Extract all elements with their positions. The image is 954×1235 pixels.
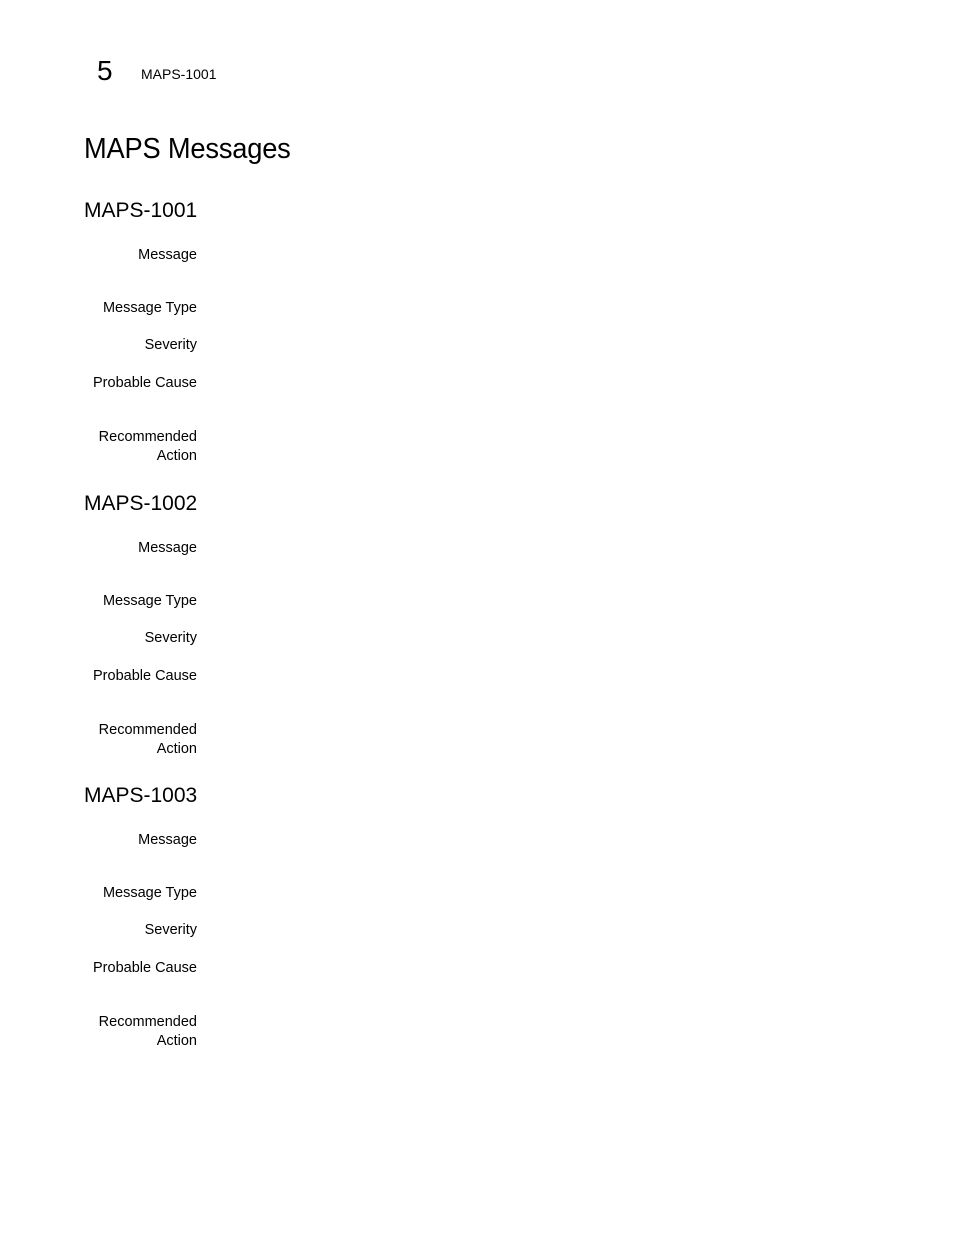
message-section-maps-1002 <box>84 491 784 771</box>
field-label-message: Message <box>138 540 197 556</box>
message-heading: MAPS-1003 <box>84 784 198 807</box>
message-section-maps-1001 <box>84 198 784 478</box>
field-label-message: Message <box>138 247 197 263</box>
field-label-action: Action <box>156 448 197 464</box>
message-heading: MAPS-1001 <box>84 199 198 222</box>
field-label-action: Action <box>156 741 197 757</box>
running-header-title: MAPS-1001 <box>141 66 217 82</box>
field-label-action: Action <box>156 1033 197 1049</box>
field-label-message-type: Message Type <box>102 593 197 609</box>
running-header <box>97 55 497 89</box>
field-label-message: Message <box>138 832 197 848</box>
field-label-recommended: Recommended <box>98 1014 197 1030</box>
field-label-probable-cause: Probable Cause <box>93 375 197 391</box>
field-label-recommended: Recommended <box>98 429 197 445</box>
field-label-severity: Severity <box>144 630 197 646</box>
field-label-severity: Severity <box>144 337 197 353</box>
chapter-number: 5 <box>97 55 113 86</box>
field-label-message-type: Message Type <box>102 300 197 316</box>
message-section-maps-1003 <box>84 783 784 1063</box>
page-title: MAPS Messages <box>84 133 291 165</box>
field-label-recommended: Recommended <box>98 722 197 738</box>
field-label-severity: Severity <box>144 922 197 938</box>
field-label-message-type: Message Type <box>102 885 197 901</box>
field-label-probable-cause: Probable Cause <box>93 960 197 976</box>
field-label-probable-cause: Probable Cause <box>93 668 197 684</box>
message-heading: MAPS-1002 <box>84 492 198 515</box>
